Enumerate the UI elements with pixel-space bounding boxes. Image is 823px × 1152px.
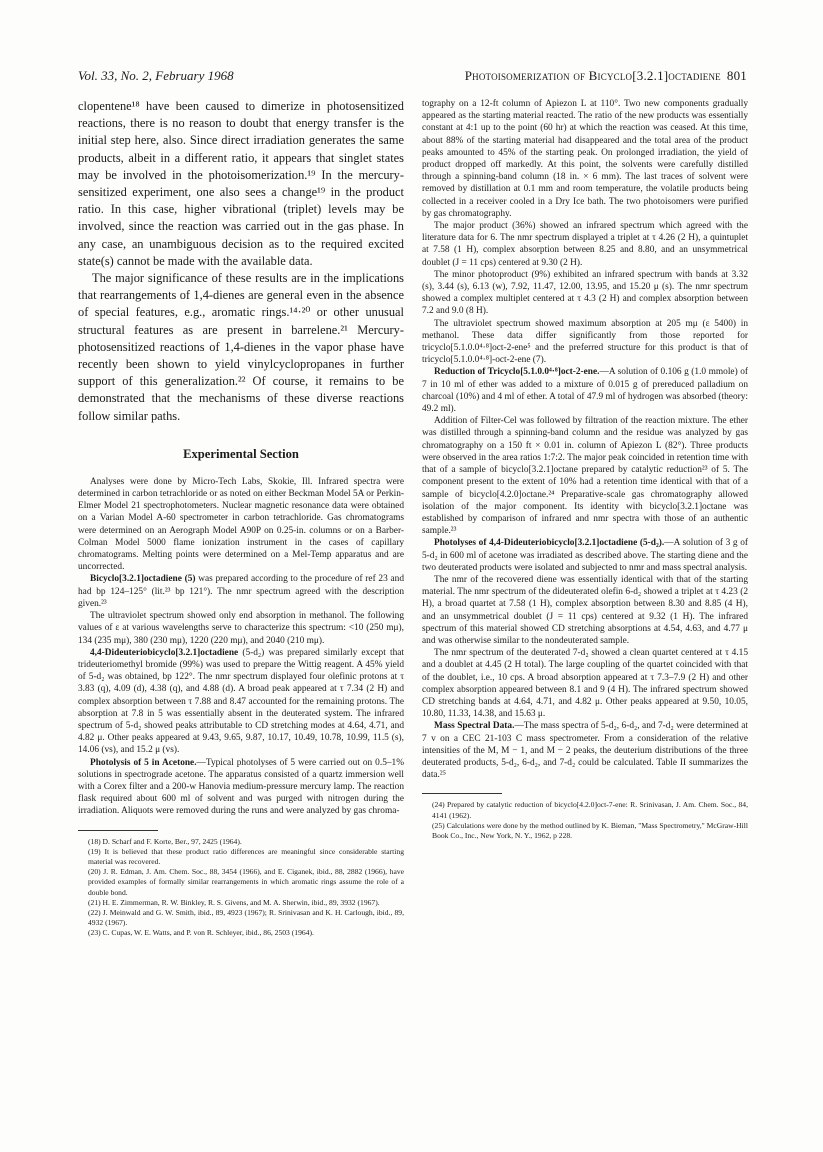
page-number: 801 [726,68,747,83]
paragraph-text: was prepared according to the procedure of ref 23 and had bp 124–125° (lit.²³ bp 121°). The nmr spectrum agreed with the description given.²³ [78,574,404,609]
run-in-heading: Photolyses of 4,4-Dideuteriobicyclo[3.2.1]octadiene (5-d₂). [434,538,665,549]
paragraph: The major product (36%) showed an infrared spectrum which agreed with the literature data for 6. The nmr spectrum displayed a triplet at τ 4.26 (2 H), a quintuplet at 7.58 (1 H), complex absorption between 8.25 and 8.80, and an unsymmetrical doublet (J = 11 cps) centered at 9.30 (2 H). [422,221,748,268]
paragraph-text: —The mass spectra of 5-d₂, 6-d₂, and 7-d₂ were determined at 7 v on a CEC 21-103 C mass spectrometer. From a consideration of the relative intensities of the M, M − 1, and M − 2 peaks, the deuterium distributions of the three deuterated products, 5-d₂, 6-d₂, and 7-d₂ could be calculated. Table II summarizes the data.²⁵ [422,721,748,781]
discussion-text [78,98,404,425]
footnote-rule [422,793,502,794]
paragraph-text: —Typical photolyses of 5 were carried out on 0.5–1% solutions in spectrograde acetone. The apparatus consisted of a quartz immersion well with a Corex filter and a 200-w Hanovia medium-pressure mercury lamp. The reaction flask required about 600 ml of solvent and was purged with nitrogen during the irradiation. Aliquots were removed during the runs and were analyzed by gas chroma- [78,757,404,817]
paragraph [422,537,748,574]
right-column [422,98,748,841]
experimental-text-continued [422,98,748,781]
run-in-heading: Reduction of Tricyclo[5.1.0.0⁴·⁸]oct-2-ene. [434,367,600,378]
paragraph: tography on a 12-ft column of Apiezon L at 110°. Two new components gradually appeared as the starting material reacted. The ratio of the new products was essentially constant at 4:1 up to the point (60 hr) at which the reaction was ceased. At this time, about 88% of the starting material had disappeared and the total area of the product peaks amounted to 45% of the starting peak. On prolonged irradiation, the yield of product dropped off markedly. At this point, the solvents were carefully distilled through a spinning-band column (18 in. × 6 mm). The last traces of solvent were removed by distillation at 0.1 mm and room temperature, the volatile products being collected in a receiver cooled in a Dry Ice bath. The two photoisomers were purified by gas chromatography. [422,99,748,219]
section-title: Experimental Section [183,446,299,461]
footnote-rule [78,830,158,831]
footnote: (19) It is believed that these product ratio differences are meaningful since considerable starting material was recovered. [88,846,404,866]
paragraph [78,757,404,818]
experimental-text [78,476,404,818]
run-in-heading: 4,4-Dideuteriobicyclo[3.2.1]octadiene [90,647,239,658]
paragraph [78,573,404,610]
left-column [78,98,404,939]
paragraph-text: (5-d₂) was prepared similarly except that trideuteriomethyl bromide (99%) was used to prepare the Wittig reagent. A 45% yield of 5-d₂ was obtained, bp 122°. The nmr spectrum displayed four olefinic protons at τ 3.83 (q), 4.09 (d), 4.38 (q), and 4.88 (d). A broad peak appeared at τ 7.34 (2 H) and complex absorption between τ 7.88 and 8.47 accounted for the remaining protons. The absorption at 7.8 in 5 was essentially absent in the deuterated system. The infrared spectrum of 5-d₂ showed peaks attributable to CD stretching modes at 4.64, 4.71, and 4.82 μ. Other peaks appeared at 9.43, 9.65, 9.87, 10.17, 10.49, 10.78, 10.99, 11.5 (s), 14.06 (vs), and 15.2 μ (vs). [78,647,404,756]
run-in-heading: Bicyclo[3.2.1]octadiene (5) [90,574,196,585]
paragraph: The minor photoproduct (9%) exhibited an infrared spectrum with bands at 3.32 (s), 3.44 (s), 6.13 (w), 7.92, 11.47, 12.00, 13.95, and 15.20 μ (s). The nmr spectrum showed a complex multiplet centered at τ 4.3 (2 H) and complex absorption between 7.2 and 9.0 (8 H). [422,269,748,317]
paragraph: clopentene¹⁸ have been caused to dimerize in photosensitized reactions, there is no reason to doubt that energy transfer is the initial step here, also. Since direct irradiation generates the same products, albeit in a different ratio, it appears that singlet states may be involved in the photoisomerization.¹⁹ In the mercury-sensitized experiment, one also sees a change¹⁹ in the product ratio. In this case, higher vibrational (triplet) levels may be involved, since the reaction was carried out in the gas phase. In any case, an unambiguous decision as to the required excited state(s) cannot be made with the available data. [78,99,404,268]
run-in-heading: Photolysis of 5 in Acetone. [90,757,197,768]
paragraph: Addition of Filter-Cel was followed by filtration of the reaction mixture. The ether was distilled through a spinning-band column and the residue was analyzed by gas chromatography on a 150 ft × 0.01 in. column of Apiezon L (82°). Three products were observed in the area ratios 1:7:2. The major peak coincided in retention time with that of a sample of bicyclo[3.2.1]octane prepared by catalytic reduction²³ of 5. The component present to the extent of 10% had a retention time identical with that of a sample of bicyclo[4.2.0]octane.²⁴ Preparative-scale gas chromatography allowed isolation of the major component. Its identity with bicyclo[3.2.1]octane was established by comparison of infrared and nmr spectra with those of an authentic sample.²³ [422,416,748,537]
paragraph-text: —A solution of 0.106 g (1.0 mmole) of 7 in 10 ml of ether was added to a mixture of 0.015 g of prereduced palladium on charcoal (10%) and 4 ml of ether. A total of 47.9 ml of hydrogen was absorbed (theory: 49.2 ml). [422,367,749,415]
run-in-heading: Mass Spectral Data. [434,721,515,732]
footnotes [422,800,748,841]
footnote: (18) D. Scharf and F. Korte, Ber., 97, 2425 (1964). [88,836,242,846]
paragraph: The ultraviolet spectrum showed maximum absorption at 205 mμ (ε 5400) in methanol. These data differ significantly from those reported for tricyclo[5.1.0.0⁴·⁸]oct-2-ene⁵ and the preferred structure for this product is that of tricyclo[5.1.0.0⁴·⁸]-oct-2-ene (7). [422,318,748,366]
paragraph [422,720,748,781]
running-title: Photoisomerization of Bicyclo[3.2.1]octadiene [464,68,721,83]
paragraph [422,366,748,415]
running-title-wrap [465,68,747,84]
footnote: (24) Prepared by catalytic reduction of bicyclo[4.2.0]oct-7-ene: R. Srinivasan, J. Am. Chem. Soc., 84, 4141 (1962). [432,800,748,820]
footnotes [78,837,404,939]
paragraph-text: —A solution of 3 g of 5-d₂ in 600 ml of acetone was irradiated as described above. The starting diene and the two deuterated products were isolated and subjected to nmr and mass spectral analysis. [422,538,749,573]
paragraph: The nmr spectrum of the deuterated 7-d₂ showed a clean quartet centered at τ 4.15 and a doublet at 4.45 (2 H total). The large coupling of the quartet coincided with that of the doublet, i.e., 10 cps. A broad absorption appeared at τ 7.3–7.9 (2 H) and other complex absorption appeared between 8.1 and 9 (4 H). The infrared spectrum showed CD stretching bands at 4.64, 4.71, and 4.82 μ. Other peaks appeared at 9.50, 10.05, 10.80, 11.33, 14.38, and 15.63 μ. [422,648,748,720]
footnote: (22) J. Meinwald and G. W. Smith, ibid., 89, 4923 (1967); R. Srinivasan and K. H. Carlough, ibid., 89, 4932 (1967). [88,907,404,928]
paragraph: The major significance of these results are in the implications that rearrangements of 1,4-dienes are general even in the absence of special features, e.g., aromatic rings.¹⁴·²⁰ or other unusual structural features as are present in barrelene.²¹ Mercury-photosensitized reactions of 1,4-dienes in the vapor phase have recently been shown to yield vinylcyclopropanes in further support of this generalization.²² Of course, it remains to be demonstrated that the mechanisms of these diverse reactions follow similar paths. [78,271,404,423]
page-header [78,68,747,88]
footnote: (25) Calculations were done by the method outlined by K. Bieman, "Mass Spectrometry," McGraw-Hill Book Co., Inc., New York, N. Y., 1962, p 228. [432,820,748,840]
paragraph: The ultraviolet spectrum showed only end absorption in methanol. The following values of ε at various wavelengths serve to characterize this spectrum: <10 (250 mμ), 134 (235 mμ), 380 (230 mμ), 1220 (220 mμ), and 2040 (210 mμ). [78,611,404,646]
footnote: (20) J. R. Edman, J. Am. Chem. Soc., 88, 3454 (1966), and E. Ciganek, ibid., 88, 2882 (1966), have provided examples of formally similar rearrangements in which aromatic rings assume the role of a double bond. [88,867,404,897]
journal-issue: Vol. 33, No. 2, February 1968 [78,68,234,83]
paragraph: Analyses were done by Micro-Tech Labs, Skokie, Ill. Infrared spectra were determined in carbon tetrachloride or as noted on either Beckman Model 5A or Perkin-Elmer Model 21 spectrophotometers. Nuclear magnetic resonance data were obtained on a Varian Model A-60 spectrometer in carbon tetrachloride. Gas chromatograms were determined on an Aerograph Model A90P on 0.25-in. columns or on a Barber-Colman Model 5000 flame ionization instrument in the cases of capillary chromatograms. Melting points were determined on a Mel-Temp apparatus and are uncorrected. [78,476,404,573]
paragraph [78,647,404,757]
paragraph: The nmr of the recovered diene was essentially identical with that of the starting material. The nmr spectrum of the dideuterated olefin 6-d₂ showed a triplet at τ 4.23 (2 H), a broad quartet at 7.58 (1 H), complex absorption between 8.30 and 8.85 (4 H), and an unsymmetrical doublet (J = 11 cps) centered at 9.32 (1 H). The infrared spectrum of this material showed CD stretching absorptions at 4.54, 4.63, and 4.77 μ and was otherwise similar to the nondeuterated sample. [422,574,748,646]
footnote: (23) C. Cupas, W. E. Watts, and P. von R. Schleyer, ibid., 86, 2503 (1964). [88,928,314,938]
footnote: (21) H. E. Zimmerman, R. W. Binkley, R. S. Givens, and M. A. Sherwin, ibid., 89, 3932 (1967). [88,897,380,907]
